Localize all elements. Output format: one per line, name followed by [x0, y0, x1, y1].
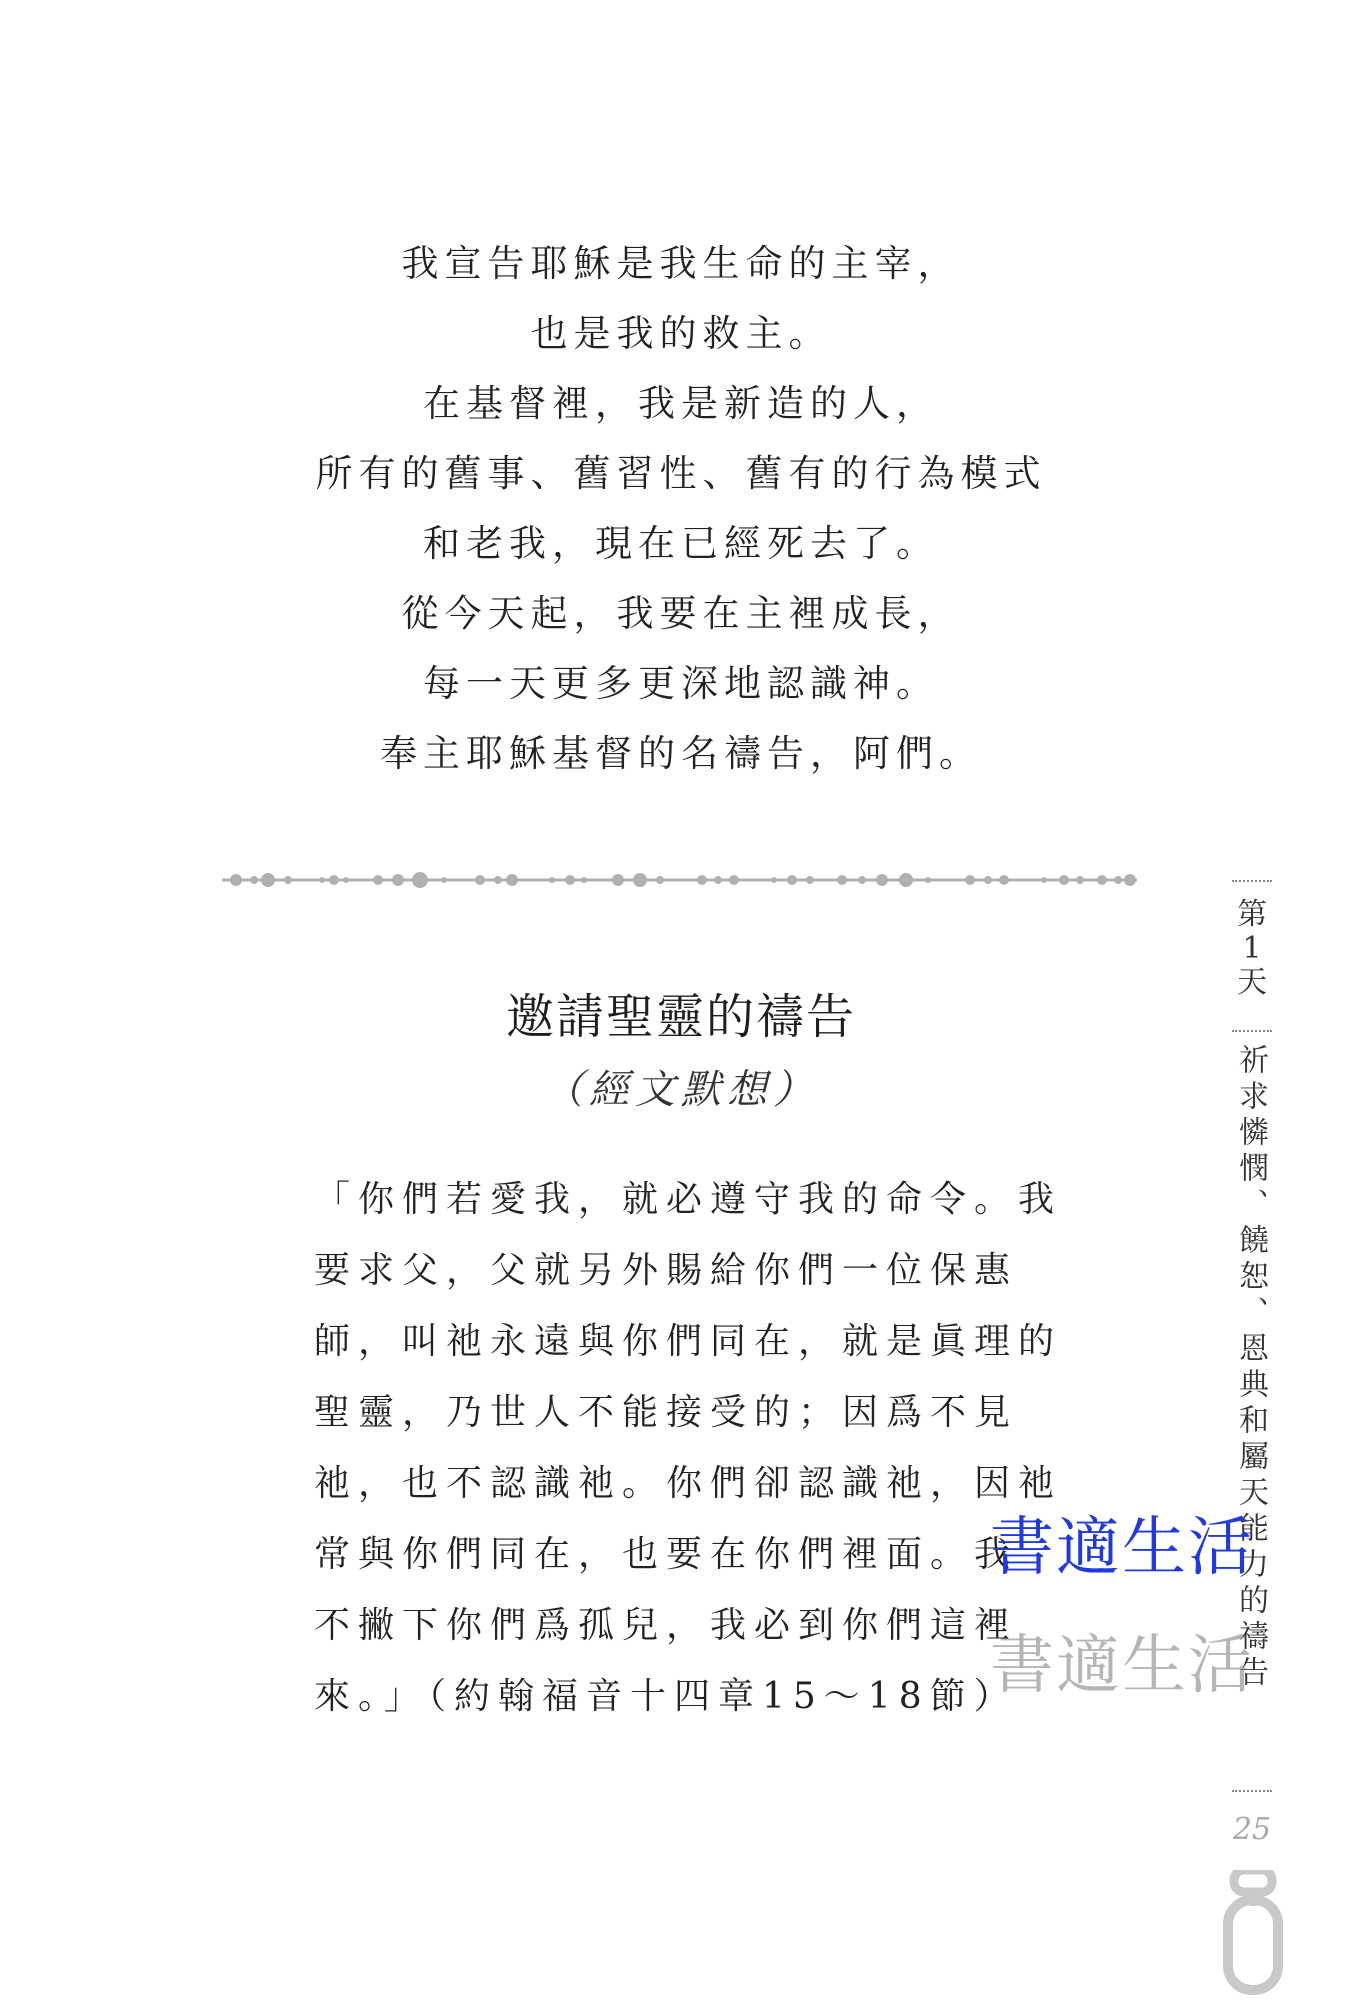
- prayer-line: 也是我的救主。: [530, 312, 832, 355]
- running-head-day: [1226, 898, 1278, 1000]
- prayer-line: 我宣告耶穌是我生命的主宰，: [401, 242, 961, 285]
- scripture-line: 聖靈，乃世人不能接受的；因爲不見: [314, 1392, 1019, 1433]
- prayer-line: 每一天更多更深地認識神。: [423, 662, 939, 705]
- section-subtitle: （經文默想）: [543, 1067, 819, 1113]
- prayer-line: 所有的舊事、舊習性、舊有的行為模式: [315, 452, 1047, 495]
- scripture-line: 不撇下你們爲孤兒，我必到你們這裡: [314, 1605, 1019, 1646]
- prayer-line: 奉主耶穌基督的名禱告，阿們。: [380, 732, 982, 775]
- beaded-chain-divider: [222, 866, 1137, 894]
- page-number: 25: [1232, 1812, 1272, 1847]
- running-head-rule-middle: [1232, 1030, 1272, 1032]
- scripture-line: 祂，也不認識祂。你們卻認識祂，因祂: [314, 1463, 1063, 1504]
- day-number: 1: [1242, 931, 1262, 966]
- running-head-rule-top: [1232, 880, 1272, 882]
- section-title: 邀請聖靈的禱告: [505, 989, 856, 1045]
- prayer-line: 在基督裡，我是新造的人，: [423, 382, 939, 425]
- scripture-line: 常與你們同在，也要在你們裡面。我: [314, 1534, 1019, 1575]
- scripture-line: 來。」（約翰福音十四章15～18節）: [314, 1676, 1018, 1717]
- running-head-rule-bottom: [1232, 1790, 1272, 1792]
- prayer-line: 和老我，現在已經死去了。: [423, 522, 939, 565]
- day-suffix: 天: [1237, 965, 1267, 1000]
- day-prefix: 第: [1237, 897, 1267, 932]
- running-head-title: 祈求憐憫、饒恕、恩典和屬天能力的禱告: [1233, 1044, 1268, 1692]
- watermark-blue: 書適生活: [990, 1511, 1254, 1585]
- chain-link-icon: [1222, 1870, 1284, 2000]
- prayer-line: 從今天起，我要在主裡成長，: [401, 592, 961, 635]
- scripture-line: 「你們若愛我，就必遵守我的命令。我: [314, 1179, 1063, 1220]
- scripture-line: 要求父，父就另外賜給你們一位保惠: [314, 1250, 1019, 1291]
- watermark-gray: 書適生活: [990, 1629, 1254, 1703]
- scripture-line: 師，叫祂永遠與你們同在，就是眞理的: [314, 1321, 1063, 1362]
